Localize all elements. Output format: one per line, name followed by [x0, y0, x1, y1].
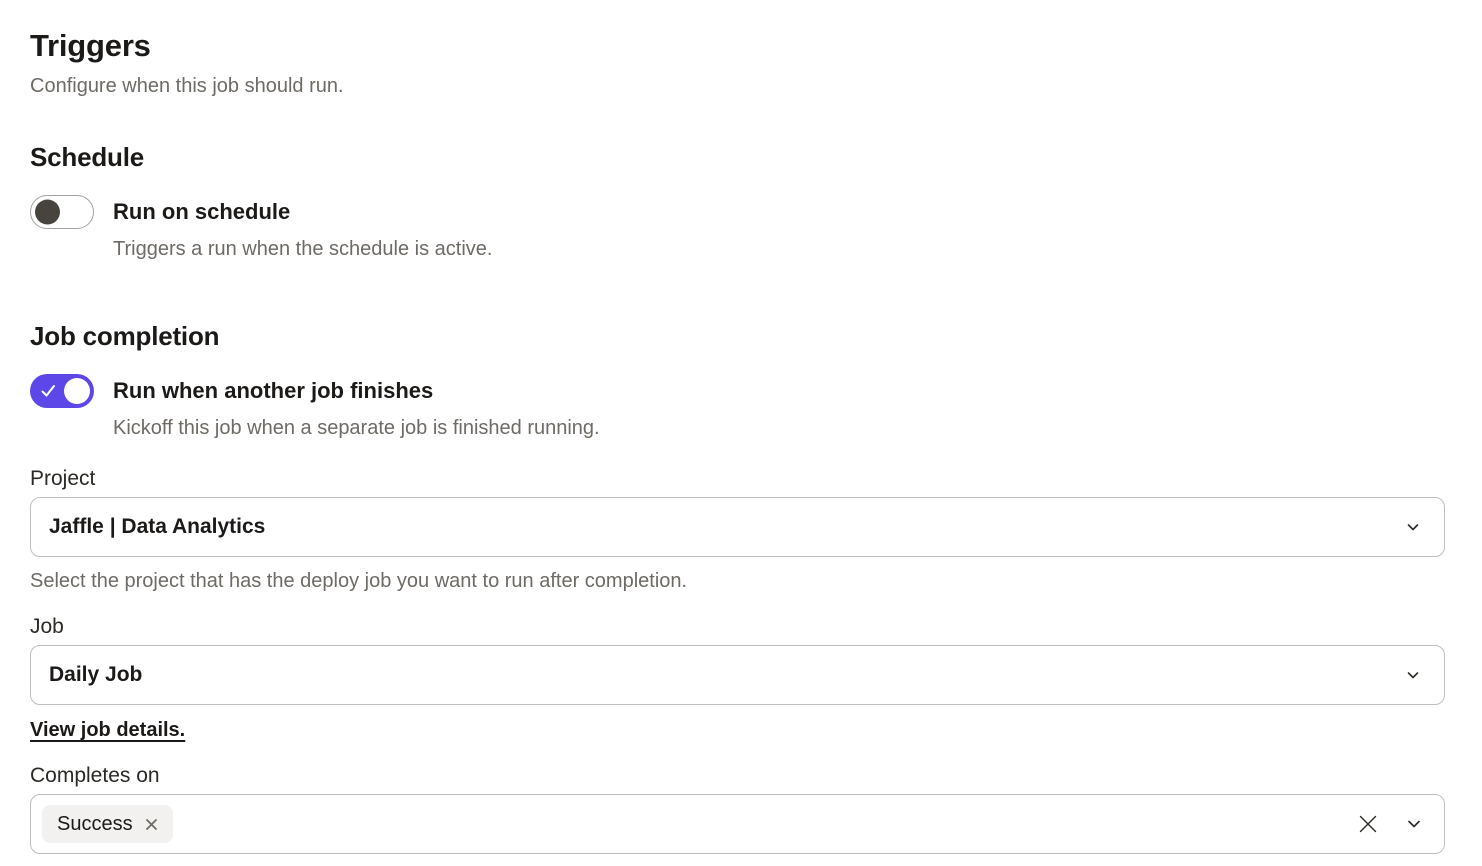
schedule-section-heading: Schedule: [30, 142, 144, 172]
project-help-text: Select the project that has the deploy job you want to run after completion.: [30, 570, 688, 592]
selected-tag-success: [42, 805, 173, 843]
tag-label: Success: [57, 812, 133, 835]
run-when-job-finishes-row: [30, 374, 1445, 440]
page-title: Triggers: [30, 28, 151, 63]
clear-selection-icon[interactable]: [1356, 812, 1380, 836]
job-select-value: Daily Job: [49, 663, 143, 686]
run-when-job-finishes-label: Run when another job finishes: [113, 378, 434, 403]
run-on-schedule-label: Run on schedule: [113, 199, 291, 224]
project-select[interactable]: [30, 497, 1445, 557]
job-select[interactable]: [30, 645, 1445, 705]
run-on-schedule-row: [30, 195, 1445, 261]
job-field-label: Job: [30, 615, 64, 638]
toggle-knob: [35, 200, 60, 225]
job-completion-section-heading: Job completion: [30, 321, 220, 351]
run-on-schedule-toggle[interactable]: [30, 195, 94, 229]
view-job-details-link[interactable]: View job details.: [30, 719, 186, 741]
checkmark-icon: [41, 385, 56, 398]
run-when-job-finishes-description: Kickoff this job when a separate job is finished running.: [113, 417, 600, 439]
completes-on-field-label: Completes on: [30, 764, 160, 787]
project-field-label: Project: [30, 467, 96, 490]
chevron-down-icon: [1404, 518, 1422, 536]
toggle-knob: [64, 378, 90, 404]
remove-tag-icon[interactable]: [145, 818, 158, 831]
page-subtitle: Configure when this job should run.: [30, 75, 344, 97]
completes-on-multiselect[interactable]: [30, 794, 1445, 854]
run-when-job-finishes-toggle[interactable]: [30, 374, 94, 408]
project-select-value: Jaffle | Data Analytics: [49, 515, 266, 538]
chevron-down-icon: [1404, 666, 1422, 684]
run-on-schedule-description: Triggers a run when the schedule is active.: [113, 238, 493, 260]
chevron-down-icon[interactable]: [1404, 814, 1424, 834]
